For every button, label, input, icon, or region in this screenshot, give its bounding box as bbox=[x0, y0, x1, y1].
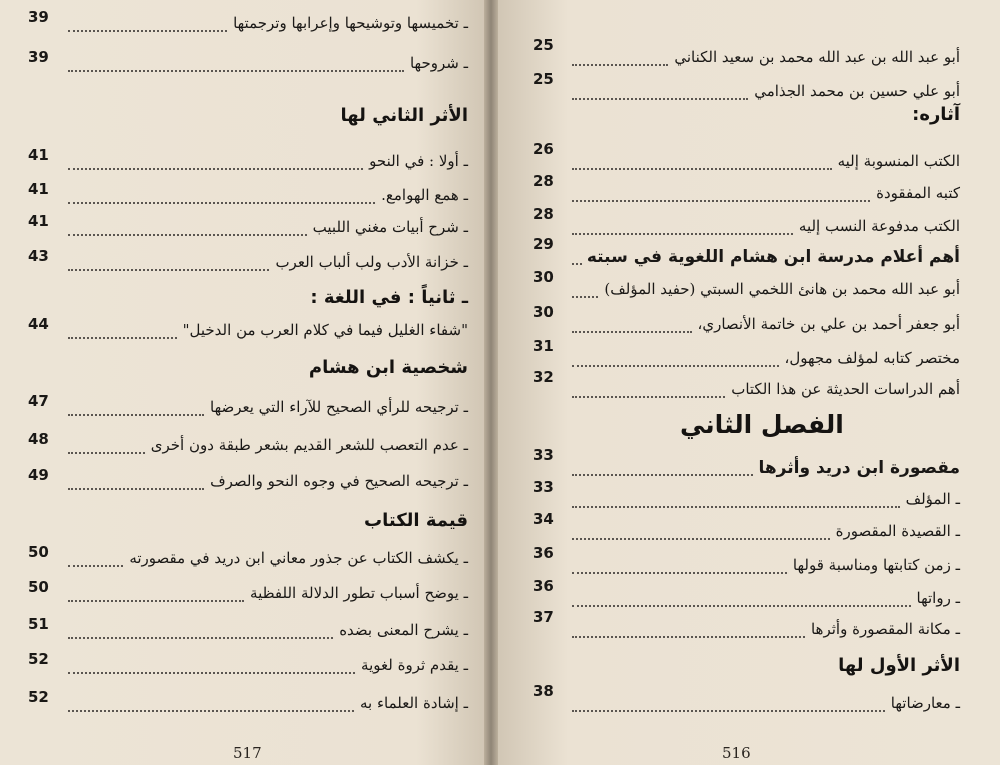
toc-page-number: 31 bbox=[533, 337, 554, 355]
toc-page-number: 39 bbox=[28, 48, 49, 66]
toc-entry-title: ـ شرح أبيات مغني اللبيب bbox=[312, 218, 468, 236]
section-heading: قيمة الكتاب bbox=[364, 510, 468, 531]
toc-page-number: 48 bbox=[28, 430, 49, 448]
toc-page-number: 32 bbox=[533, 368, 554, 386]
toc-page-number: 50 bbox=[28, 578, 49, 596]
toc-entry-title: ـ يشرح المعنى بضده bbox=[339, 621, 468, 639]
toc-entry-title: الكتب المنسوبة إليه bbox=[837, 152, 960, 170]
toc-entry-title: أبو علي حسين بن محمد الجذامي bbox=[754, 82, 960, 100]
toc-entry-title: ـ ترجيحه للرأي الصحيح للآراء التي يعرضها bbox=[210, 398, 468, 416]
section-heading: ـ ثانياً : في اللغة : bbox=[310, 287, 468, 308]
leader-dots bbox=[572, 474, 753, 476]
leader-dots bbox=[572, 365, 779, 367]
toc-page-number: 39 bbox=[28, 8, 49, 26]
toc-entry-title: ـ يوضح أسباب تطور الدلالة اللفظية bbox=[250, 584, 468, 602]
leader-dots bbox=[572, 605, 911, 607]
toc-page-number: 37 bbox=[533, 608, 554, 626]
toc-page-number: 52 bbox=[28, 650, 49, 668]
toc-page-number: 28 bbox=[533, 205, 554, 223]
toc-entry-title: ـ القصيدة المقصورة bbox=[835, 522, 960, 540]
section-heading: الأثر الثاني لها bbox=[340, 105, 468, 126]
toc-page-number: 51 bbox=[28, 615, 49, 633]
leader-dots bbox=[572, 200, 870, 202]
toc-entry-title: ـ خزانة الأدب ولب ألباب العرب bbox=[275, 253, 468, 271]
toc-page-number: 25 bbox=[533, 36, 554, 54]
leader-dots bbox=[572, 98, 748, 100]
toc-entry-title: ـ عدم التعصب للشعر القديم بشعر طبقة دون أخرى bbox=[150, 436, 468, 454]
right-page-number: 516 bbox=[722, 744, 751, 762]
toc-page-number: 29 bbox=[533, 235, 554, 253]
leader-dots bbox=[68, 168, 363, 170]
leader-dots bbox=[572, 396, 725, 398]
toc-entry-title: ـ همع الهوامع. bbox=[381, 186, 468, 204]
leader-dots bbox=[572, 64, 668, 66]
toc-page-number: 41 bbox=[28, 146, 49, 164]
leader-dots bbox=[572, 168, 832, 170]
toc-page-number: 41 bbox=[28, 212, 49, 230]
toc-page-number: 30 bbox=[533, 268, 554, 286]
leader-dots bbox=[68, 70, 404, 72]
toc-page-number: 38 bbox=[533, 682, 554, 700]
leader-dots bbox=[68, 414, 204, 416]
toc-entry-title: ـ مكانة المقصورة وأثرها bbox=[810, 620, 960, 638]
toc-entry-title: كتبه المفقودة bbox=[876, 184, 960, 202]
toc-page-number: 41 bbox=[28, 180, 49, 198]
toc-entry-title: ـ ترجيحه الصحيح في وجوه النحو والصرف bbox=[210, 472, 468, 490]
toc-entry-title: ـ المؤلف bbox=[905, 490, 960, 508]
leader-dots bbox=[68, 672, 355, 674]
toc-entry-title: أبو عبد الله محمد بن هانئ اللخمي السبتي (حفيد المؤلف) bbox=[604, 280, 960, 298]
leader-dots bbox=[68, 269, 269, 271]
leader-dots bbox=[572, 296, 598, 298]
leader-dots bbox=[572, 538, 830, 540]
toc-entry-title: مختصر كتابه لمؤلف مجهول، bbox=[784, 349, 960, 367]
toc-entry-title: ـ زمن كتابتها ومناسبة قولها bbox=[792, 556, 960, 574]
leader-dots bbox=[68, 488, 204, 490]
leader-dots bbox=[572, 263, 582, 265]
leader-dots bbox=[572, 636, 805, 638]
toc-entry-title: "شفاء الغليل فيما في كلام العرب من الدخيل" bbox=[182, 321, 468, 339]
toc-page-number: 26 bbox=[533, 140, 554, 158]
toc-page-number: 49 bbox=[28, 466, 49, 484]
toc-entry-title: أبو جعفر أحمد بن علي بن خاتمة الأنصاري، bbox=[697, 315, 960, 333]
toc-entry-title: ـ إشادة العلماء به bbox=[360, 694, 468, 712]
section-heading: شخصية ابن هشام bbox=[308, 357, 468, 378]
leader-dots bbox=[68, 30, 227, 32]
leader-dots bbox=[68, 337, 177, 339]
section-heading: آثاره: bbox=[912, 104, 960, 125]
chapter-heading: الفصل الثاني bbox=[680, 410, 844, 439]
leader-dots bbox=[572, 506, 900, 508]
toc-page-number: 50 bbox=[28, 543, 49, 561]
leader-dots bbox=[68, 565, 123, 567]
toc-entry-title: مقصورة ابن دريد وأثرها bbox=[758, 458, 960, 478]
leader-dots bbox=[68, 452, 145, 454]
leader-dots bbox=[68, 710, 354, 712]
toc-entry-title: ـ يقدم ثروة لغوية bbox=[361, 656, 468, 674]
toc-page-number: 52 bbox=[28, 688, 49, 706]
leader-dots bbox=[68, 234, 307, 236]
toc-page-number: 25 bbox=[533, 70, 554, 88]
toc-entry-title: أهم أعلام مدرسة ابن هشام اللغوية في سبته bbox=[586, 247, 960, 267]
left-page-number: 517 bbox=[233, 744, 262, 762]
toc-page-number: 33 bbox=[533, 446, 554, 464]
toc-page-number: 36 bbox=[533, 544, 554, 562]
toc-page-number: 30 bbox=[533, 303, 554, 321]
leader-dots bbox=[572, 331, 692, 333]
toc-page-number: 44 bbox=[28, 315, 49, 333]
toc-page-number: 47 bbox=[28, 392, 49, 410]
toc-entry-title: أهم الدراسات الحديثة عن هذا الكتاب bbox=[731, 380, 960, 398]
leader-dots bbox=[572, 710, 885, 712]
book-gutter bbox=[484, 0, 498, 765]
toc-entry-title: ـ رواتها bbox=[916, 589, 960, 607]
toc-page-number: 34 bbox=[533, 510, 554, 528]
toc-page-number: 43 bbox=[28, 247, 49, 265]
leader-dots bbox=[68, 202, 375, 204]
leader-dots bbox=[572, 572, 787, 574]
toc-entry-title: ـ تخميسها وتوشيحها وإعرابها وترجمتها bbox=[233, 14, 468, 32]
toc-entry-title: الكتب مدفوعة النسب إليه bbox=[798, 217, 960, 235]
toc-page-number: 36 bbox=[533, 577, 554, 595]
toc-entry-title: ـ يكشف الكتاب عن جذور معاني ابن دريد في مقصورته bbox=[129, 549, 468, 567]
toc-entry-title: ـ أولا : في النحو bbox=[369, 152, 468, 170]
toc-entry-title: ـ شروحها bbox=[409, 54, 468, 72]
toc-page-number: 33 bbox=[533, 478, 554, 496]
toc-page-number: 28 bbox=[533, 172, 554, 190]
leader-dots bbox=[572, 233, 793, 235]
leader-dots bbox=[68, 600, 244, 602]
toc-entry-title: ـ معارضاتها bbox=[890, 694, 960, 712]
leader-dots bbox=[68, 637, 333, 639]
section-heading: الأثر الأول لها bbox=[838, 655, 960, 676]
toc-entry-title: أبو عبد الله بن عبد الله محمد بن سعيد الكناني bbox=[674, 48, 960, 66]
